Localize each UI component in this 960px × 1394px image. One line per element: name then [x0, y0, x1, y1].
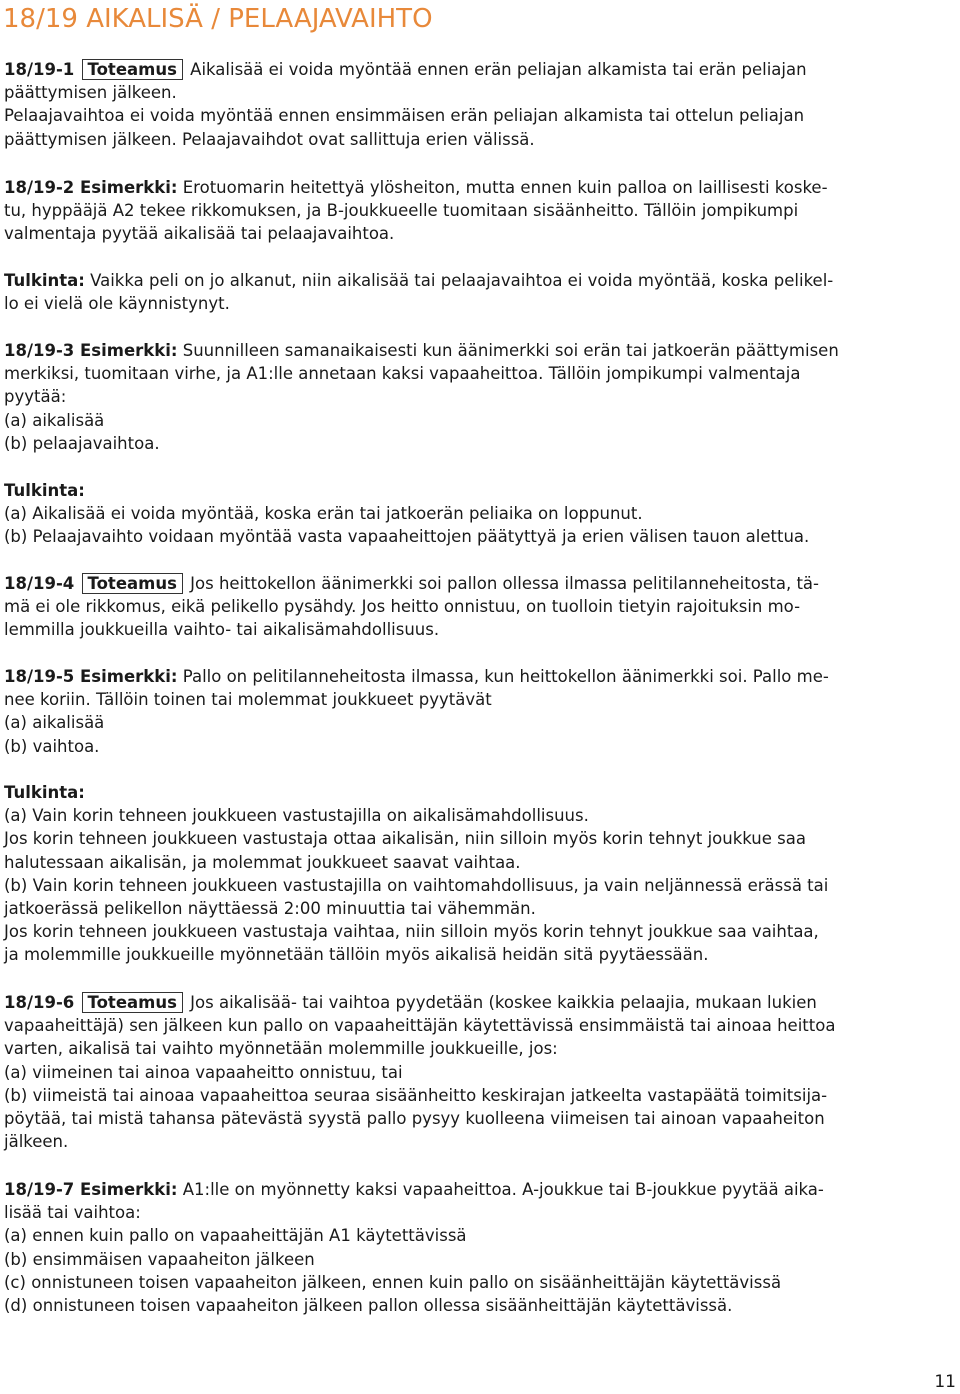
section-text: varten, aikalisä tai vaihto myönnetään molemmille joukkueille, jos: [4, 1039, 558, 1059]
statement-tag: Toteamus [82, 992, 183, 1013]
section-18-19-4 [4, 572, 934, 642]
interpretation-text: Jos korin tehneen joukkueen vastustaja ottaa aikalisän, niin silloin myös korin tehnyt joukkue saa [4, 829, 806, 849]
section-text: tu, hyppääjä A2 tekee rikkomuksen, ja B-joukkueelle tuomitaan sisäänheitto. Tällöin jompikumpi [4, 201, 799, 221]
interpretation-text: lo ei vielä ole käynnistynyt. [4, 294, 230, 314]
list-item: (a) aikalisää [4, 410, 105, 430]
interpretation-18-19-3 [4, 479, 934, 549]
section-first-line [4, 58, 934, 81]
section-text: päättymisen jälkeen. Pelaajavaihdot ovat sallittuja erien välissä. [4, 129, 535, 149]
section-text: merkiksi, tuomitaan virhe, ja A1:lle annetaan kaksi vapaaheittoa. Tällöin jompikumpi valmentaja [4, 364, 801, 384]
interpretation-text: (a) Aikalisää ei voida myöntää, koska erän tai jatkoerän peliaika on loppunut. [4, 504, 643, 524]
section-text: valmentaja pyytää aikalisää tai pelaajavaihtoa. [4, 224, 395, 244]
interpretation-text: ja molemmille joukkueille myönnetään tällöin myös aikalisä heidän sitä pyytäessään. [4, 945, 709, 965]
example-heading: 18/19-2 Esimerkki: [4, 178, 178, 197]
interpretation-text: halutessaan aikalisän, ja molemmat joukkueet saavat vaihtaa. [4, 852, 521, 872]
list-item: (a) viimeinen tai ainoa vapaaheitto onnistuu, tai [4, 1062, 403, 1082]
section-number: 18/19-6 [4, 993, 75, 1012]
list-item: (d) onnistuneen toisen vapaaheiton jälkeen pallon ollessa sisäänheittäjän käytettävissä. [4, 1296, 733, 1316]
list-item: pöytää, tai mistä tahansa pätevästä syystä pallo pysyy kuolleena viimeisen tai ainoan vapaaheiton [4, 1109, 825, 1129]
interpretation-text: (a) Vain korin tehneen joukkueen vastustajilla on aikalisämahdollisuus. [4, 806, 589, 826]
statement-tag: Toteamus [82, 59, 183, 80]
list-item: (a) ennen kuin pallo on vapaaheittäjän A1 käytettävissä [4, 1226, 467, 1246]
list-item: (c) onnistuneen toisen vapaaheiton jälkeen, ennen kuin pallo on sisäänheittäjän käytettävissä [4, 1272, 782, 1292]
section-text: Erotuomarin heitettyä ylösheiton, mutta ennen kuin palloa on laillisesti koske- [182, 178, 828, 197]
section-text: päättymisen jälkeen. [4, 83, 177, 103]
section-18-19-1 [4, 58, 934, 151]
section-first-line [4, 991, 934, 1014]
section-18-19-2 [4, 176, 934, 246]
interpretation-18-19-2 [4, 269, 934, 315]
section-text: Aikalisää ei voida myöntää ennen erän peliajan alkamista tai erän peliajan [190, 60, 807, 79]
list-item: jälkeen. [4, 1132, 69, 1152]
example-heading: 18/19-3 Esimerkki: [4, 341, 178, 360]
list-item: (b) viimeistä tai ainoaa vapaaheittoa seuraa sisäänheitto keskirajan jatkeelta vastapäätä toimitsija- [4, 1085, 828, 1105]
section-18-19-3 [4, 339, 934, 455]
interpretation-text: (b) Pelaajavaihto voidaan myöntää vasta vapaaheittojen päätyttyä ja erien välisen tauon alettua. [4, 527, 810, 547]
section-text: Jos heittokellon äänimerkki soi pallon ollessa ilmassa pelitilanneheitosta, tä- [190, 574, 819, 593]
interpretation-label [4, 781, 934, 804]
section-text: mä ei ole rikkomus, eikä pelikello pysähdy. Jos heitto onnistuu, on tuolloin tietyin rajoituksin mo- [4, 597, 801, 617]
interpretation-text: Vaikka peli on jo alkanut, niin aikalisää tai pelaajavaihtoa ei voida myöntää, koska pelikel- [90, 271, 834, 290]
section-number: 18/19-4 [4, 574, 75, 593]
page-title: 18/19 AIKALISÄ / PELAAJAVAIHTO [3, 4, 433, 34]
section-text: nee koriin. Tällöin toinen tai molemmat joukkueet pyytävät [4, 690, 492, 710]
interpretation-18-19-5 [4, 781, 934, 967]
section-number: 18/19-1 [4, 60, 75, 79]
list-item: (a) aikalisää [4, 713, 105, 733]
interpretation-text: jatkoerässä pelikellon näyttäessä 2:00 minuuttia tai vähemmän. [4, 899, 536, 919]
section-first-line [4, 665, 934, 688]
interpretation-first-line [4, 269, 934, 292]
interpretation-label-text: Tulkinta: [4, 481, 85, 500]
section-18-19-6 [4, 991, 934, 1153]
section-first-line [4, 339, 934, 362]
section-first-line [4, 572, 934, 595]
interpretation-text: Jos korin tehneen joukkueen vastustaja vaihtaa, niin silloin myös korin tehnyt joukkue saa vaihtaa, [4, 922, 819, 942]
section-text: Pelaajavaihtoa ei voida myöntää ennen ensimmäisen erän peliajan alkamista tai ottelun peliajan [4, 106, 805, 126]
section-text: vapaaheittäjä) sen jälkeen kun pallo on vapaaheittäjän käytettävissä ensimmäistä tai ainoaa heittoa [4, 1016, 836, 1036]
section-text: lemmilla joukkueilla vaihto- tai aikalisämahdollisuus. [4, 620, 440, 640]
section-18-19-7 [4, 1178, 934, 1317]
section-text: lisää tai vaihtoa: [4, 1203, 141, 1223]
section-first-line [4, 176, 934, 199]
section-text: Pallo on pelitilanneheitosta ilmassa, kun heittokellon äänimerkki soi. Pallo me- [182, 667, 829, 686]
section-18-19-5 [4, 665, 934, 758]
page-number: 11 [934, 1372, 956, 1392]
list-item: (b) vaihtoa. [4, 736, 100, 756]
section-text: pyytää: [4, 387, 67, 407]
example-heading: 18/19-5 Esimerkki: [4, 667, 178, 686]
statement-tag: Toteamus [82, 573, 183, 594]
list-item: (b) pelaajavaihtoa. [4, 433, 160, 453]
section-text: A1:lle on myönnetty kaksi vapaaheittoa. A-joukkue tai B-joukkue pyytää aika- [182, 1180, 824, 1199]
section-text: Jos aikalisää- tai vaihtoa pyydetään (koskee kaikkia pelaajia, mukaan lukien [190, 993, 817, 1012]
interpretation-text: (b) Vain korin tehneen joukkueen vastustajilla on vaihtomahdollisuus, ja vain neljännessä erässä tai [4, 875, 829, 895]
interpretation-label [4, 479, 934, 502]
section-text: Suunnilleen samanaikaisesti kun äänimerkki soi erän tai jatkoerän päättymisen [182, 341, 839, 360]
interpretation-label: Tulkinta: [4, 271, 85, 290]
list-item: (b) ensimmäisen vapaaheiton jälkeen [4, 1249, 315, 1269]
example-heading: 18/19-7 Esimerkki: [4, 1180, 178, 1199]
interpretation-label-text: Tulkinta: [4, 783, 85, 802]
section-first-line [4, 1178, 934, 1201]
